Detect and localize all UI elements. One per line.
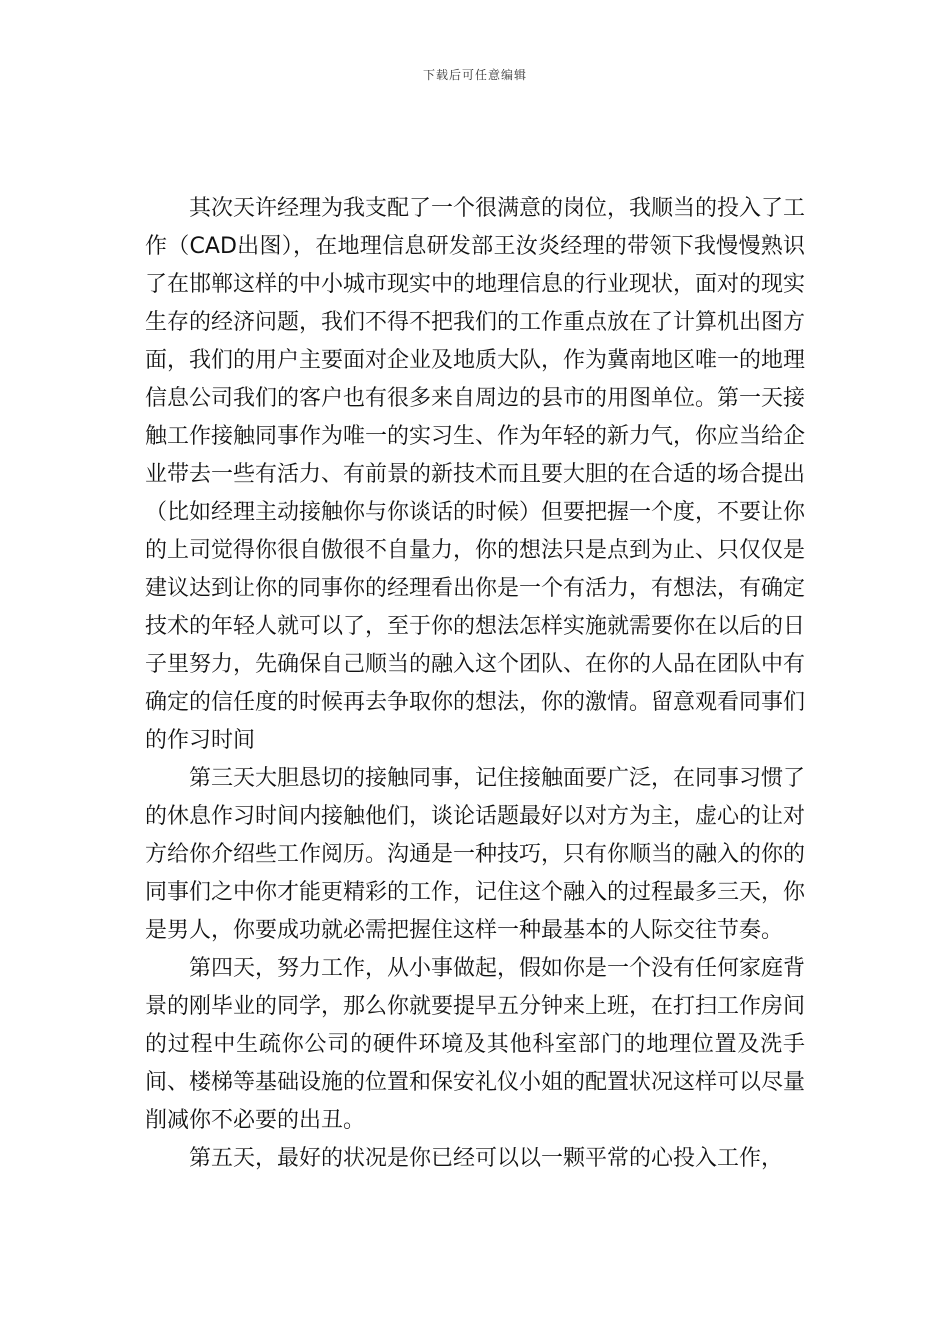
page-header-note: 下载后可任意编辑 <box>422 68 527 82</box>
paragraph-day-two: 其次天许经理为我支配了一个很满意的岗位，我顺当的投入了工作（CAD出图），在地理信息研发部王汝炎经理的带领下我慢慢熟识了在邯郸这样的中小城市现实中的地理信息的行业现状，面对的现实生存的经济问题，我们不得不把我们的工作重点放在了计算机出图方面，我们的用户主要面对企业及地质大队，作为冀南地区唯一的地理信息公司我们的客户也有很多来自周边的县市的用图单位。第一天接触工作接触同事作为唯一的实习生、作为年轻的新力气，你应当给企业带去一些有活力、有前景的新技术而且要大胆的在合适的场合提出（比如经理主动接触你与你谈话的时候）但要把握一个度，不要让你的上司觉得你很自傲很不自量力，你的想法只是点到为止、只仅仅是建议达到让你的同事你的经理看出你是一个有活力，有想法，有确定技术的年轻人就可以了，至于你的想法怎样实施就需要你在以后的日子里努力，先确保自己顺当的融入这个团队、在你的人品在团队中有确定的信任度的时候再去争取你的想法，你的激情。留意观看同事们的作习时间 <box>145 196 806 753</box>
paragraph-day-three: 第三天大胆恳切的接触同事，记住接触面要广泛，在同事习惯了的休息作习时间内接触他们，谈论话题最好以对方为主，虚心的让对方给你介绍些工作阅历。沟通是一种技巧，只有你顺当的融入的你的同事们之中你才能更精彩的工作，记住这个融入的过程最多三天，你是男人，你要成功就必需把握住这样一种最基本的人际交往节奏。 <box>145 766 806 943</box>
paragraph-day-five: 第五天，最好的状况是你已经可以以一颗平常的心投入工作， <box>189 1146 784 1171</box>
paragraph-day-four: 第四天，努力工作，从小事做起，假如你是一个没有任何家庭背景的刚毕业的同学，那么你就要提早五分钟来上班，在打扫工作房间的过程中生疏你公司的硬件环境及其他科室部门的地理位置及洗手间、楼梯等基础设施的位置和保安礼仪小姐的配置状况这样可以尽量削减你不必要的出丑。 <box>145 956 806 1133</box>
document-body <box>145 190 805 1178</box>
